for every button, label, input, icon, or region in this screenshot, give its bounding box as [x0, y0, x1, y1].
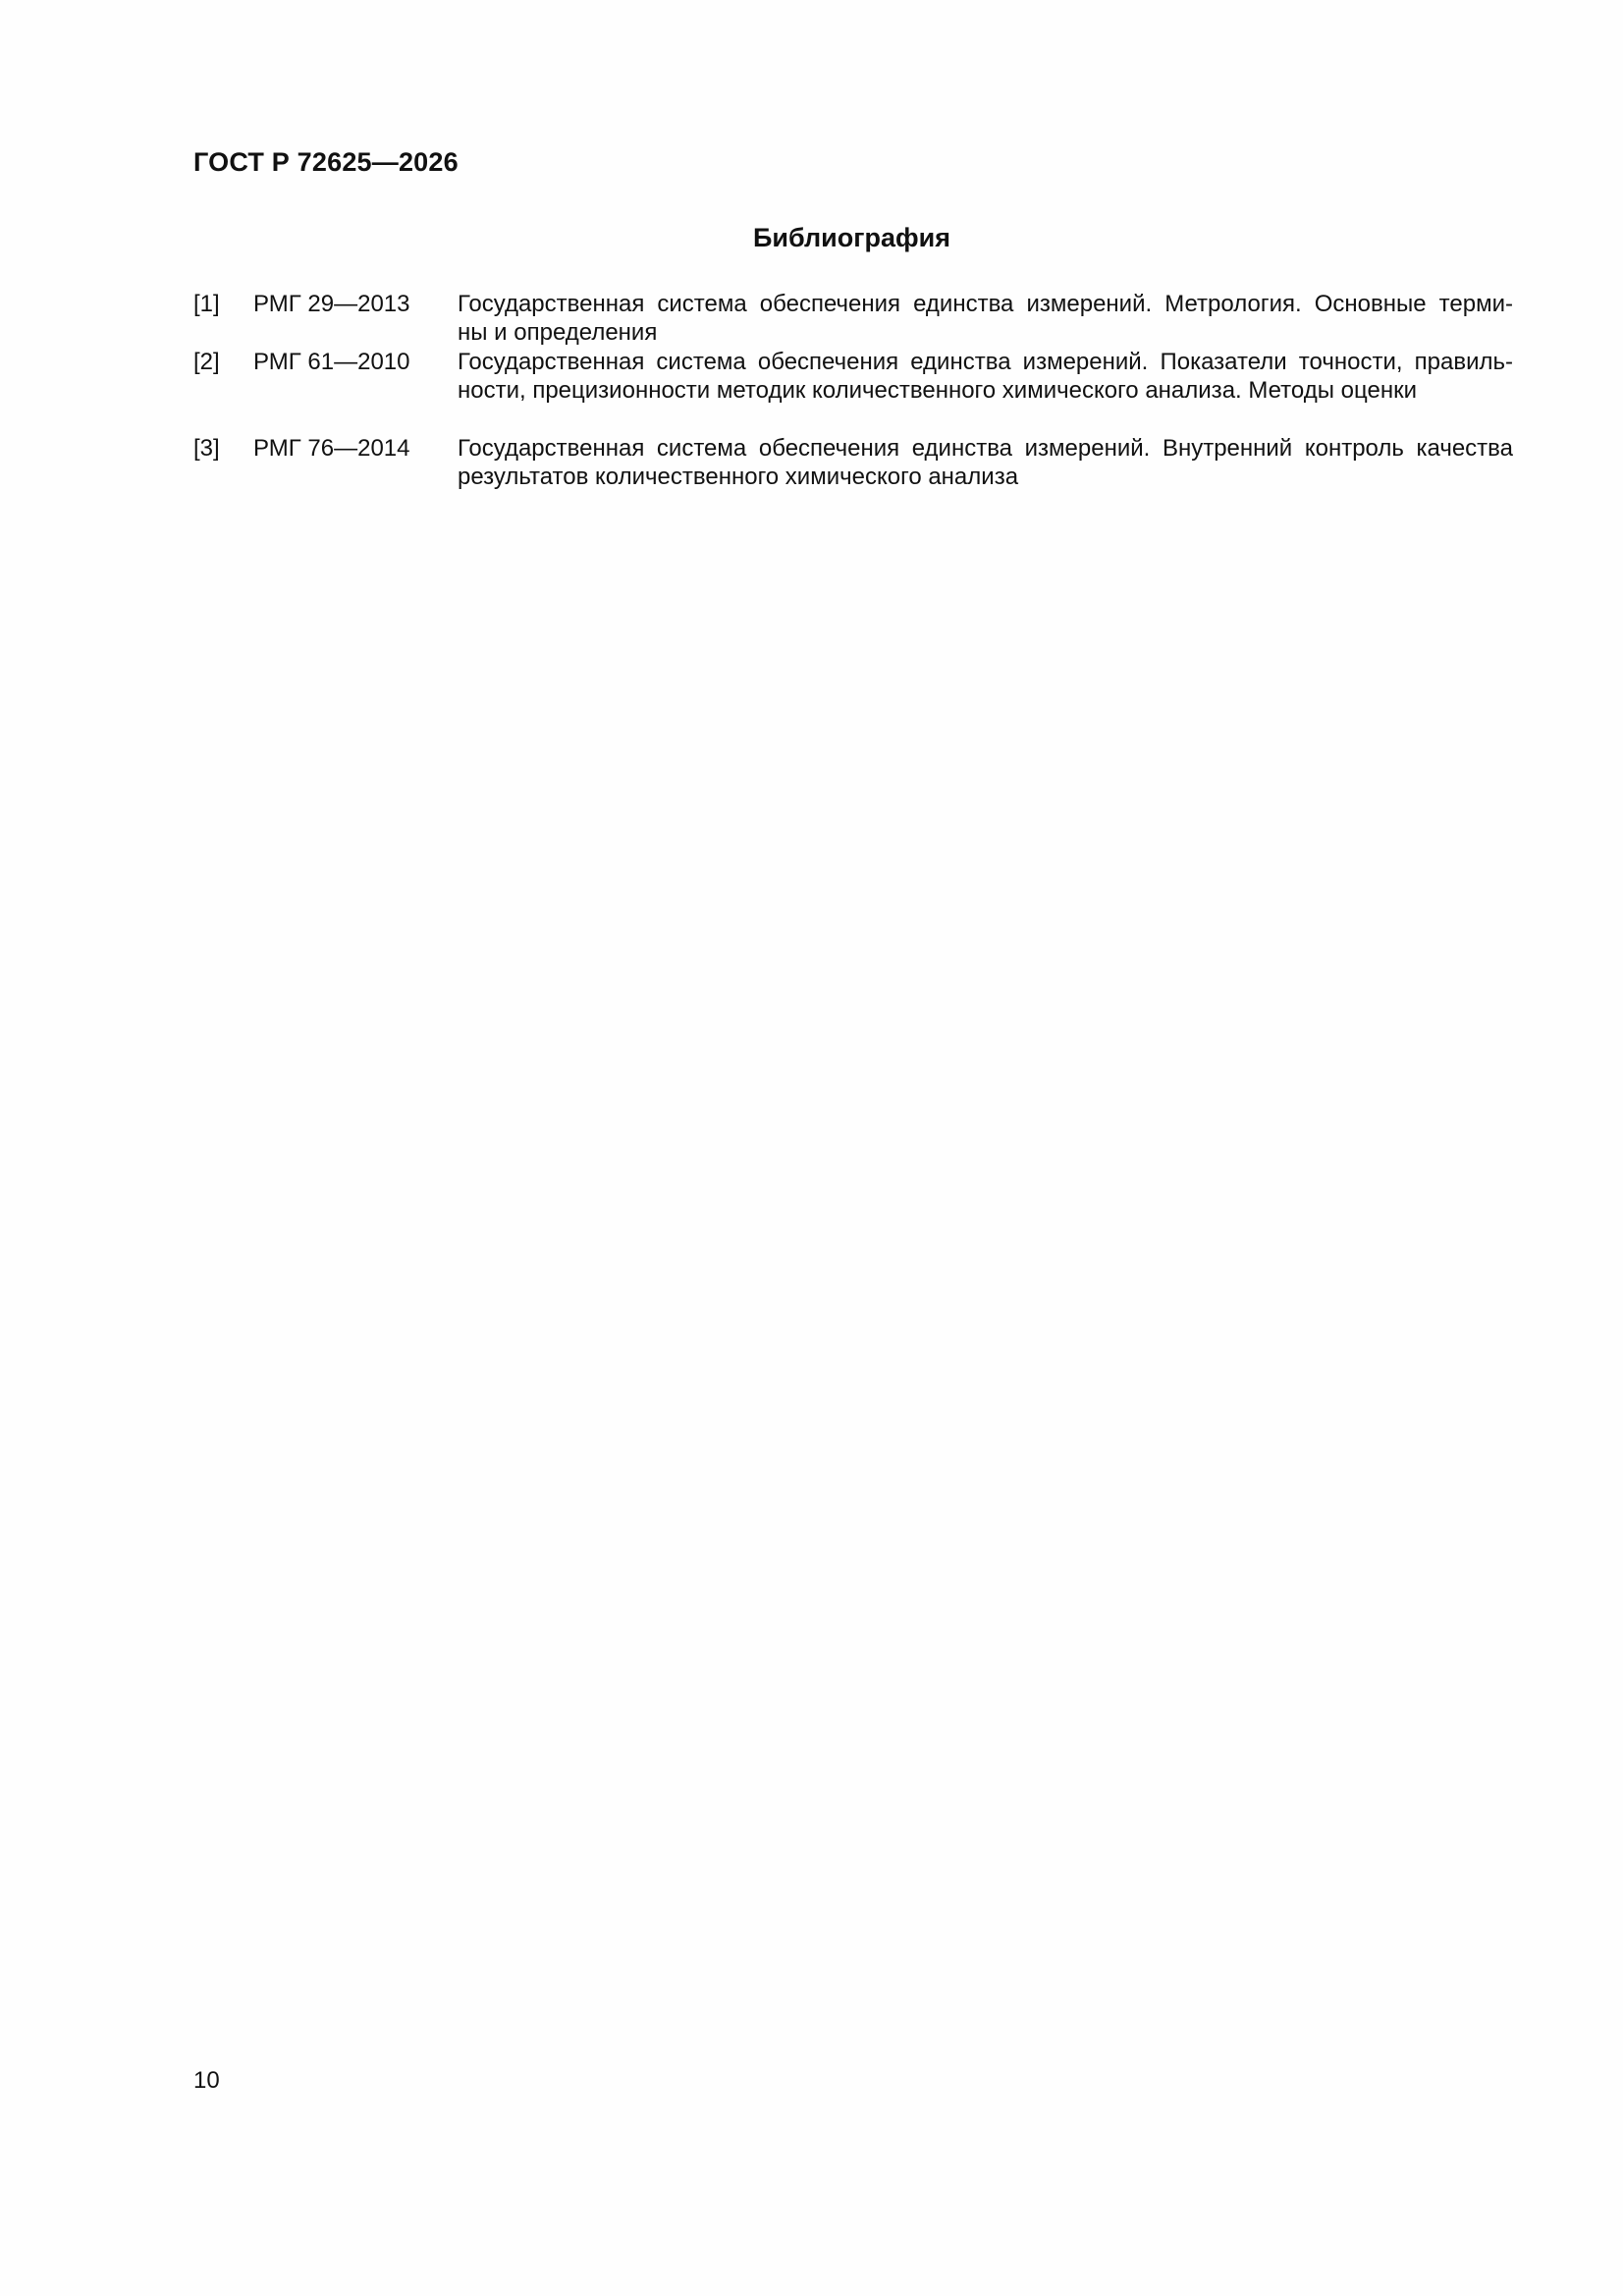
page-number: 10: [193, 2067, 220, 2094]
entry-title: [458, 290, 1513, 347]
entry-title-line: ности, прецизионности методик количественного химического анализа. Методы оценки: [458, 377, 1417, 404]
entry-number: [1]: [193, 291, 220, 317]
entry-number: [2]: [193, 349, 220, 375]
entry-title: [458, 434, 1513, 491]
entry-number: [3]: [193, 435, 220, 462]
bibliography-heading: Библиография: [753, 223, 950, 252]
entry-title-line: результатов количественного химического анализа: [458, 464, 1019, 490]
entry-code: РМГ 29—2013: [253, 291, 410, 317]
entry-title: [458, 348, 1513, 405]
bibliography-heading-container: [589, 223, 1114, 253]
entry-title-line: Государственная система обеспечения единства измерений. Метрология. Основные терми-: [458, 291, 1513, 317]
entry-title-line: Государственная система обеспечения единства измерений. Внутренний контроль качества: [458, 435, 1513, 462]
document-code: ГОСТ Р 72625—2026: [193, 147, 459, 177]
entry-title-line: Государственная система обеспечения единства измерений. Показатели точности, правиль-: [458, 349, 1513, 375]
entry-code: РМГ 76—2014: [253, 435, 410, 462]
entry-code: РМГ 61—2010: [253, 349, 410, 375]
entry-title-line: ны и определения: [458, 319, 658, 346]
